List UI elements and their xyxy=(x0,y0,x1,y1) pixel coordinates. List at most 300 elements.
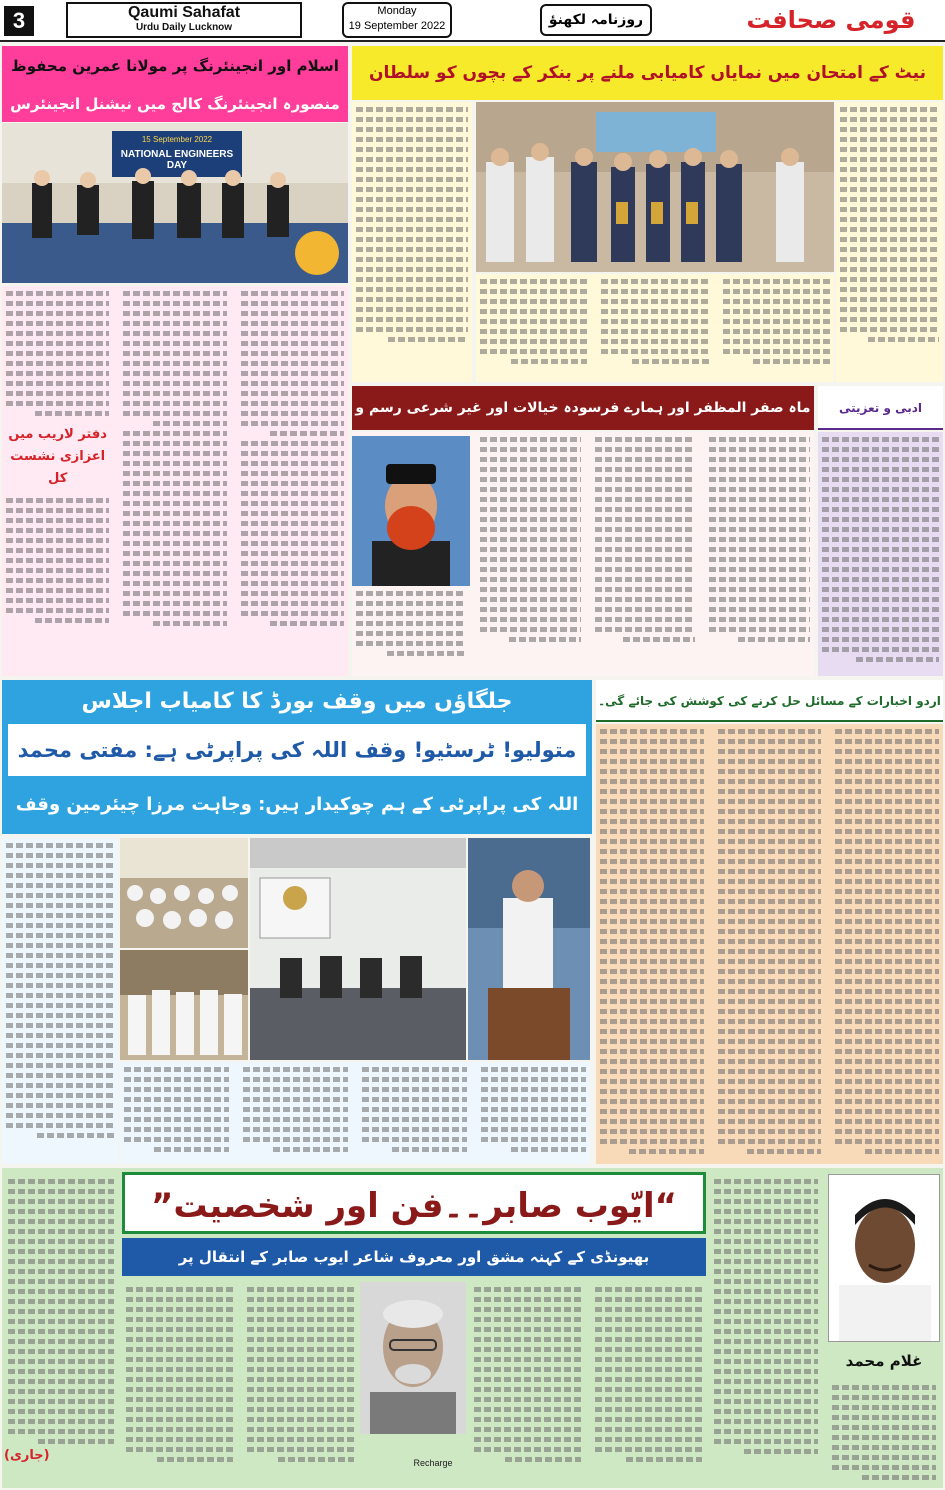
body-text-line xyxy=(474,1417,581,1422)
body-text-line xyxy=(8,1349,114,1354)
body-text-line xyxy=(718,789,822,794)
body-text-line xyxy=(6,923,114,928)
body-text-line xyxy=(474,1357,581,1362)
body-text-line xyxy=(832,1395,936,1400)
body-text-line xyxy=(718,889,822,894)
body-text-line xyxy=(6,568,109,573)
body-text-line xyxy=(6,361,109,366)
body-text-line xyxy=(862,1475,936,1480)
body-text-line xyxy=(600,729,704,734)
body-text-line xyxy=(714,1319,818,1324)
text-column xyxy=(119,286,230,676)
body-text-line xyxy=(480,477,581,482)
waqf-photo-speaker-svg xyxy=(468,838,590,1060)
body-text-line xyxy=(126,1387,233,1392)
body-text-line xyxy=(356,277,468,282)
body-text-line xyxy=(709,597,810,602)
text-column xyxy=(831,724,943,1164)
body-text-line xyxy=(723,299,830,304)
body-text-line xyxy=(8,1309,114,1314)
body-text-line xyxy=(6,913,114,918)
body-text-line xyxy=(595,517,696,522)
ayub-sabir-photo-svg xyxy=(360,1282,466,1434)
body-text-line xyxy=(600,1069,704,1074)
body-text-line xyxy=(718,949,822,954)
body-text-line xyxy=(126,1427,233,1432)
engineers-day-body xyxy=(2,286,348,676)
body-text-line xyxy=(595,527,696,532)
body-text-line xyxy=(8,1209,114,1214)
engineers-day-banner: NATIONAL ENGINEERS DAY xyxy=(120,149,234,171)
body-text-line xyxy=(600,919,704,924)
engineers-day-photo-svg xyxy=(2,123,348,283)
body-text-line xyxy=(601,329,708,334)
body-text-line xyxy=(723,279,830,284)
body-text-line xyxy=(718,879,822,884)
body-text-line xyxy=(124,1097,229,1102)
body-text-line xyxy=(623,637,695,642)
body-text-line xyxy=(709,547,810,552)
body-text-line xyxy=(247,1357,354,1362)
body-text-line xyxy=(247,1377,354,1382)
body-text-line xyxy=(595,477,696,482)
body-text-line xyxy=(8,1219,114,1224)
body-text-line xyxy=(600,889,704,894)
body-text-line xyxy=(595,1367,702,1372)
body-text-line xyxy=(6,1003,114,1008)
body-text-line xyxy=(6,863,114,868)
safar-columns xyxy=(352,432,814,676)
body-text-line xyxy=(8,1279,114,1284)
body-text-line xyxy=(840,137,939,142)
date-box xyxy=(342,2,452,38)
body-text-line xyxy=(709,437,810,442)
body-text-line xyxy=(356,237,468,242)
body-text-line xyxy=(126,1347,233,1352)
body-text-line xyxy=(840,287,939,292)
body-text-line xyxy=(822,557,939,562)
body-text-line xyxy=(356,591,466,596)
body-text-line xyxy=(481,1107,586,1112)
body-text-line xyxy=(6,558,109,563)
body-text-line xyxy=(8,1359,114,1364)
body-text-line xyxy=(709,497,810,502)
body-text-line xyxy=(822,437,939,442)
body-text-line xyxy=(123,581,226,586)
body-text-line xyxy=(835,1019,939,1024)
body-text-line xyxy=(840,257,939,262)
body-text-line xyxy=(8,1239,114,1244)
body-text-line xyxy=(6,853,114,858)
body-text-line xyxy=(600,819,704,824)
body-text-line xyxy=(629,1149,703,1154)
safar-photo-column xyxy=(352,432,470,676)
text-column xyxy=(719,274,834,364)
body-text-line xyxy=(832,1415,936,1420)
ayub-columns-right xyxy=(470,1282,706,1462)
body-text-line xyxy=(822,597,939,602)
body-text-line xyxy=(595,1437,702,1442)
body-text-line xyxy=(124,1077,229,1082)
waqf-photo-group xyxy=(120,950,248,1060)
body-text-line xyxy=(356,137,468,142)
body-text-line xyxy=(600,789,704,794)
body-text-line xyxy=(480,557,581,562)
body-text-line xyxy=(392,1147,467,1152)
body-text-line xyxy=(595,607,696,612)
body-text-line xyxy=(241,401,344,406)
body-text-line xyxy=(124,1087,229,1092)
body-text-line xyxy=(835,909,939,914)
body-text-line xyxy=(714,1439,818,1444)
body-text-line xyxy=(124,1107,229,1112)
body-text-line xyxy=(474,1447,581,1452)
body-text-line xyxy=(595,567,696,572)
body-text-line xyxy=(6,1033,114,1038)
body-text-line xyxy=(600,1039,704,1044)
body-text-line xyxy=(247,1307,354,1312)
body-text-line xyxy=(600,1139,704,1144)
body-text-line xyxy=(840,327,939,332)
body-text-line xyxy=(241,571,344,576)
body-text-line xyxy=(718,979,822,984)
body-text-line xyxy=(241,511,344,516)
ayub-sabir-body-right xyxy=(470,1282,706,1484)
body-text-line xyxy=(356,167,468,172)
waqf-headline-3: اللہ کی پراپرٹی کے ہم چوکیدار ہیں: وجاہت مرزا چیئرمین وقف xyxy=(15,794,579,815)
body-text-line xyxy=(388,337,468,342)
body-text-line xyxy=(840,187,939,192)
body-text-line xyxy=(835,999,939,1004)
body-text-line xyxy=(595,1327,702,1332)
body-text-line xyxy=(600,759,704,764)
body-text-line xyxy=(480,349,587,354)
body-text-line xyxy=(6,578,109,583)
body-text-line xyxy=(480,467,581,472)
body-text-line xyxy=(123,341,226,346)
body-text-line xyxy=(6,1113,114,1118)
body-text-line xyxy=(709,567,810,572)
text-column xyxy=(122,1282,237,1462)
body-text-line xyxy=(723,289,830,294)
body-text-line xyxy=(718,819,822,824)
body-text-line xyxy=(474,1327,581,1332)
body-text-line xyxy=(840,297,939,302)
body-text-line xyxy=(822,647,939,652)
body-text-line xyxy=(241,341,344,346)
body-text-line xyxy=(6,401,109,406)
body-text-line xyxy=(123,611,226,616)
body-text-line xyxy=(835,929,939,934)
body-text-line xyxy=(714,1339,818,1344)
text-column xyxy=(358,1062,471,1152)
body-text-line xyxy=(123,391,226,396)
body-text-line xyxy=(600,849,704,854)
body-text-line xyxy=(243,1127,348,1132)
body-text-line xyxy=(480,497,581,502)
body-text-line xyxy=(714,1349,818,1354)
body-text-line xyxy=(481,1137,586,1142)
body-text-line xyxy=(840,277,939,282)
body-text-line xyxy=(840,307,939,312)
text-column xyxy=(591,1282,706,1462)
body-text-line xyxy=(709,467,810,472)
body-text-line xyxy=(718,999,822,1004)
body-text-line xyxy=(356,611,466,616)
body-text-line xyxy=(38,1439,114,1444)
body-text-line xyxy=(247,1407,354,1412)
author-name: غلام محمد xyxy=(845,1352,923,1370)
body-text-line xyxy=(835,1069,939,1074)
body-text-line xyxy=(714,1189,818,1194)
body-text-line xyxy=(840,317,939,322)
body-text-line xyxy=(595,447,696,452)
body-text-line xyxy=(600,1119,704,1124)
body-text-line xyxy=(835,809,939,814)
body-text-line xyxy=(241,371,344,376)
body-text-line xyxy=(835,759,939,764)
body-text-line xyxy=(822,507,939,512)
body-text-line xyxy=(124,1127,229,1132)
body-text-line xyxy=(8,1419,114,1424)
body-text-line xyxy=(362,1117,467,1122)
body-text-line xyxy=(714,1199,818,1204)
body-text-line xyxy=(835,819,939,824)
body-text-line xyxy=(509,637,581,642)
body-text-line xyxy=(835,889,939,894)
body-text-line xyxy=(835,979,939,984)
body-text-line xyxy=(600,859,704,864)
body-text-line xyxy=(718,919,822,924)
body-text-line xyxy=(6,301,109,306)
body-text-line xyxy=(356,147,468,152)
body-text-line xyxy=(474,1367,581,1372)
body-text-line xyxy=(123,471,226,476)
body-text-line xyxy=(600,1089,704,1094)
body-text-line xyxy=(126,1327,233,1332)
body-text-line xyxy=(718,839,822,844)
body-text-line xyxy=(6,983,114,988)
body-text-line xyxy=(123,361,226,366)
body-text-line xyxy=(709,477,810,482)
body-text-line xyxy=(241,541,344,546)
text-column xyxy=(597,274,712,364)
body-text-line xyxy=(356,257,468,262)
body-text-line xyxy=(718,1139,822,1144)
body-text-line xyxy=(123,411,226,416)
body-text-line xyxy=(835,1119,939,1124)
body-text-line xyxy=(241,591,344,596)
body-text-line xyxy=(247,1327,354,1332)
body-text-line xyxy=(270,621,344,626)
body-text-line xyxy=(123,461,226,466)
waqf-headline-1: جلگاؤں میں وقف بورڈ کا کامیاب اجلاس xyxy=(81,689,513,714)
body-text-line xyxy=(8,1409,114,1414)
body-text-line xyxy=(840,147,939,152)
urdu-papers-columns xyxy=(596,724,943,1164)
brand-title: Qaumi Sahafat xyxy=(127,4,241,21)
body-text-line xyxy=(511,359,588,364)
body-text-line xyxy=(832,1465,936,1470)
body-text-line xyxy=(835,949,939,954)
body-text-line xyxy=(8,1289,114,1294)
body-text-line xyxy=(6,608,109,613)
body-text-line xyxy=(840,237,939,242)
author-note-body xyxy=(828,1380,940,1484)
neet-body-bottom xyxy=(476,274,834,382)
text-column xyxy=(714,724,826,1164)
text-column xyxy=(2,286,113,676)
body-text-line xyxy=(126,1287,233,1292)
body-text-line xyxy=(123,521,226,526)
body-text-line xyxy=(8,1319,114,1324)
body-text-line xyxy=(480,329,587,334)
body-text-line xyxy=(709,507,810,512)
body-text-line xyxy=(709,627,810,632)
body-text-line xyxy=(822,637,939,642)
body-text-line xyxy=(8,1179,114,1184)
body-text-line xyxy=(362,1137,467,1142)
body-text-line xyxy=(6,351,109,356)
body-text-line xyxy=(600,1099,704,1104)
body-text-line xyxy=(480,319,587,324)
body-text-line xyxy=(738,637,810,642)
body-text-line xyxy=(243,1097,348,1102)
adbi-headline: ادبی و تعزیتی xyxy=(818,386,943,430)
neet-columns xyxy=(476,274,834,364)
body-text-line xyxy=(595,497,696,502)
ayub-sabir-sub-headline: بھیونڈی کے کہنہ مشق اور معروف شاعر ایوب صابر کے انتقال پر xyxy=(122,1238,706,1276)
body-text-line xyxy=(356,297,468,302)
body-text-line xyxy=(835,969,939,974)
body-text-line xyxy=(595,1307,702,1312)
ayub-sabir-continued: (جاری) xyxy=(4,1448,50,1463)
body-text-line xyxy=(6,341,109,346)
urdu-brand: قومی صحافت xyxy=(746,6,916,34)
body-text-line xyxy=(822,567,939,572)
body-text-line xyxy=(481,1067,586,1072)
body-text-line xyxy=(723,339,830,344)
body-text-line xyxy=(474,1297,581,1302)
body-text-line xyxy=(480,547,581,552)
body-text-line xyxy=(6,1123,114,1128)
body-text-line xyxy=(840,177,939,182)
body-text-line xyxy=(6,873,114,878)
body-text-line xyxy=(474,1437,581,1442)
body-text-line xyxy=(241,381,344,386)
body-text-line xyxy=(822,517,939,522)
body-text-line xyxy=(6,381,109,386)
body-text-line xyxy=(480,289,587,294)
body-text-line xyxy=(480,279,587,284)
body-text-line xyxy=(595,577,696,582)
body-text-line xyxy=(480,457,581,462)
body-text-line xyxy=(835,989,939,994)
body-text-line xyxy=(480,577,581,582)
neet-award-photo xyxy=(476,102,834,272)
body-text-line xyxy=(247,1367,354,1372)
waqf-photo-audience xyxy=(120,838,248,948)
body-text-line xyxy=(835,839,939,844)
body-text-line xyxy=(595,627,696,632)
body-text-line xyxy=(6,311,109,316)
body-text-line xyxy=(480,587,581,592)
body-text-line xyxy=(356,327,468,332)
text-column xyxy=(476,432,585,676)
body-text-line xyxy=(718,769,822,774)
body-text-line xyxy=(123,481,226,486)
body-text-line xyxy=(241,411,344,416)
body-text-line xyxy=(718,1079,822,1084)
body-text-line xyxy=(835,769,939,774)
body-text-line xyxy=(241,461,344,466)
ayub-sabir-recharge-word: Recharge xyxy=(413,1458,453,1468)
body-text-line xyxy=(718,1009,822,1014)
brand-subtitle: Urdu Daily Lucknow xyxy=(135,22,233,33)
weekday: Monday xyxy=(377,5,417,17)
body-text-line xyxy=(124,1117,229,1122)
body-text-line xyxy=(718,989,822,994)
body-text-line xyxy=(247,1387,354,1392)
waqf-headline-2: متولیو! ٹرسٹیو! وقف اللہ کی پراپرٹی ہے: مفتی محمد xyxy=(8,724,586,776)
body-text-line xyxy=(273,1147,348,1152)
body-text-line xyxy=(718,1109,822,1114)
body-text-line xyxy=(822,617,939,622)
body-text-line xyxy=(241,501,344,506)
body-text-line xyxy=(600,959,704,964)
body-text-line xyxy=(835,1029,939,1034)
body-text-line xyxy=(865,1149,939,1154)
body-text-line xyxy=(243,1067,348,1072)
body-text-line xyxy=(8,1189,114,1194)
body-text-line xyxy=(123,351,226,356)
body-text-line xyxy=(595,437,696,442)
body-text-line xyxy=(123,541,226,546)
body-text-line xyxy=(632,359,709,364)
body-text-line xyxy=(714,1269,818,1274)
body-text-line xyxy=(832,1435,936,1440)
body-text-line xyxy=(241,551,344,556)
body-text-line xyxy=(6,1093,114,1098)
body-text-line xyxy=(595,1397,702,1402)
body-text-line xyxy=(709,527,810,532)
body-text-line xyxy=(356,117,468,122)
body-text-line xyxy=(480,507,581,512)
body-text-line xyxy=(480,567,581,572)
body-text-line xyxy=(595,1297,702,1302)
body-text-line xyxy=(718,1039,822,1044)
body-text-line xyxy=(247,1317,354,1322)
body-text-line xyxy=(600,829,704,834)
body-text-line xyxy=(356,641,466,646)
body-text-line xyxy=(270,431,344,436)
body-text-line xyxy=(356,227,468,232)
body-text-line xyxy=(718,939,822,944)
body-text-line xyxy=(243,1117,348,1122)
body-text-line xyxy=(8,1199,114,1204)
waqf-photo-stage-svg xyxy=(250,838,466,1060)
body-text-line xyxy=(600,1019,704,1024)
body-text-line xyxy=(241,391,344,396)
body-text-line xyxy=(356,601,466,606)
body-text-line xyxy=(822,527,939,532)
body-text-line xyxy=(247,1437,354,1442)
body-text-line xyxy=(595,617,696,622)
body-text-line xyxy=(6,1063,114,1068)
body-text-line xyxy=(474,1307,581,1312)
body-text-line xyxy=(123,501,226,506)
adbi-body xyxy=(818,432,943,676)
